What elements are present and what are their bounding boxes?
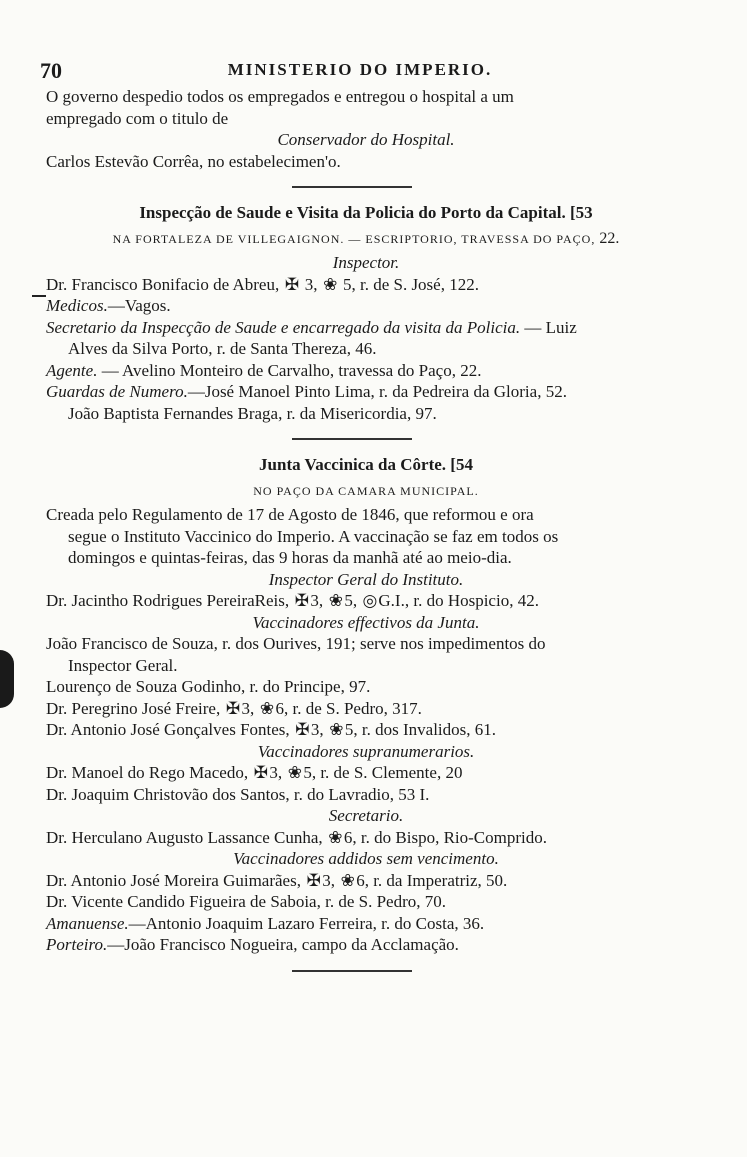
section-divider [292,438,412,440]
rose-icon: ❀ [323,274,338,294]
entry-vaccinador-cont: Inspector Geral. [68,655,178,675]
intro-line: empregado com o titulo de [46,108,229,128]
rose-icon: ❀ [329,720,344,739]
intro-title: Conservador do Hospital. [277,130,455,149]
cross-icon: ✠ [295,720,310,739]
rose-icon: ❀ [328,591,344,610]
role-heading: Inspector Geral do Instituto. [268,569,464,589]
entry-guardas: Guardas de Numero.—José Manoel Pinto Lima, r. da Pedreira da Gloria, 52. [46,382,567,401]
page-title: MINISTERIO DO IMPERIO. [227,60,493,79]
entry-vaccinador: João Francisco de Souza, r. dos Ourives, 191; serve nos impedimentos do [46,634,546,653]
cross-icon: ✠ [225,698,241,718]
section-divider [292,970,412,972]
section-description: domingos e quintas-feiras, das 9 horas da manhã até ao meio-dia. [68,548,512,567]
entry-supranumerario: Dr. Manoel do Rego Macedo, ✠3, ❀5, r. de S. Clemente, 20 [46,763,463,782]
entry-vaccinador: Lourenço de Souza Godinho, r. do Principe, 97. [46,677,371,696]
section-location: NA FORTALEZA DE VILLEGAIGNON. — ESCRIPTORIO, TRAVESSA DO PAÇO, 22. [112,230,620,247]
entry-addido: Dr. Vicente Candido Figueira de Saboia, r. de S. Pedro, 70. [46,892,446,911]
order-icon: ◎ [362,591,378,610]
entry-medicos: Medicos.—Vagos. [46,296,171,315]
rose-icon: ❀ [340,870,355,890]
rose-icon: ❀ [287,763,302,782]
page-edge-shadow [0,650,14,708]
entry-secretario: Secretario da Inspecção de Saude e encarregado da visita da Policia. — Luiz [46,317,577,337]
entry-supranumerario: Dr. Joaquim Christovão dos Santos, r. do Lavradio, 53 I. [46,784,430,804]
section-title: Inspecção de Saude e Visita da Policia do Porto da Capital. [53 [139,203,593,222]
entry-guardas-cont: João Baptista Fernandes Braga, r. da Misericordia, 97. [68,403,437,423]
section-location: NO PAÇO DA CAMARA MUNICIPAL. [253,484,479,498]
page-header [40,58,680,82]
cross-icon: ✠ [284,274,300,294]
section-description: segue o Instituto Vaccinico do Imperio. A vaccinação se faz em todos os [68,526,559,546]
margin-dash [32,295,46,297]
page-number: 70 [40,58,62,83]
role-heading: Secretario. [328,806,404,825]
role-heading: Inspector. [332,253,400,272]
intro-line: O governo despedio todos os empregados e entregou o hospital a um [46,87,514,106]
role-heading: Vaccinadores addidos sem vencimento. [233,849,499,868]
role-heading: Vaccinadores effectivos da Junta. [252,612,480,632]
intro-name: Carlos Estevão Corrêa, no estabelecimen'o. [46,151,341,171]
section-title: Junta Vaccinica da Côrte. [54 [259,455,473,474]
section-divider [292,186,412,188]
role-heading: Vaccinadores supranumerarios. [257,741,475,761]
section-description: Creada pelo Regulamento de 17 de Agosto de 1846, que reformou e ora [46,505,534,524]
document-body [46,86,686,986]
entry-inspector-geral: Dr. Jacintho Rodrigues PereiraReis, ✠3, ❀5, ◎G.I., r. do Hospicio, 42. [46,591,539,610]
entry-inspector: Dr. Francisco Bonifacio de Abreu, ✠ 3, ❀ 5, r. de S. José, 122. [46,274,479,294]
entry-secretario-cont: Alves da Silva Porto, r. de Santa Thereza, 46. [68,339,377,358]
rose-icon: ❀ [259,698,275,718]
entry-secretario-junta: Dr. Herculano Augusto Lassance Cunha, ❀6, r. do Bispo, Rio-Comprido. [46,827,547,847]
entry-vaccinador: Dr. Peregrino José Freire, ✠3, ❀6, r. de S. Pedro, 317. [46,698,422,718]
rose-icon: ❀ [328,827,343,847]
cross-icon: ✠ [306,870,321,890]
entry-amanuense: Amanuense.—Antonio Joaquim Lazaro Ferreira, r. do Costa, 36. [46,913,485,933]
cross-icon: ✠ [294,591,310,610]
entry-porteiro: Porteiro.—João Francisco Nogueira, campo da Acclamação. [46,935,459,954]
entry-agente: Agente. — Avelino Monteiro de Carvalho, travessa do Paço, 22. [46,360,482,380]
entry-addido: Dr. Antonio José Moreira Guimarães, ✠3, ❀6, r. da Imperatriz, 50. [46,870,508,890]
entry-vaccinador: Dr. Antonio José Gonçalves Fontes, ✠3, ❀5, r. dos Invalidos, 61. [46,720,497,739]
cross-icon: ✠ [253,763,268,782]
